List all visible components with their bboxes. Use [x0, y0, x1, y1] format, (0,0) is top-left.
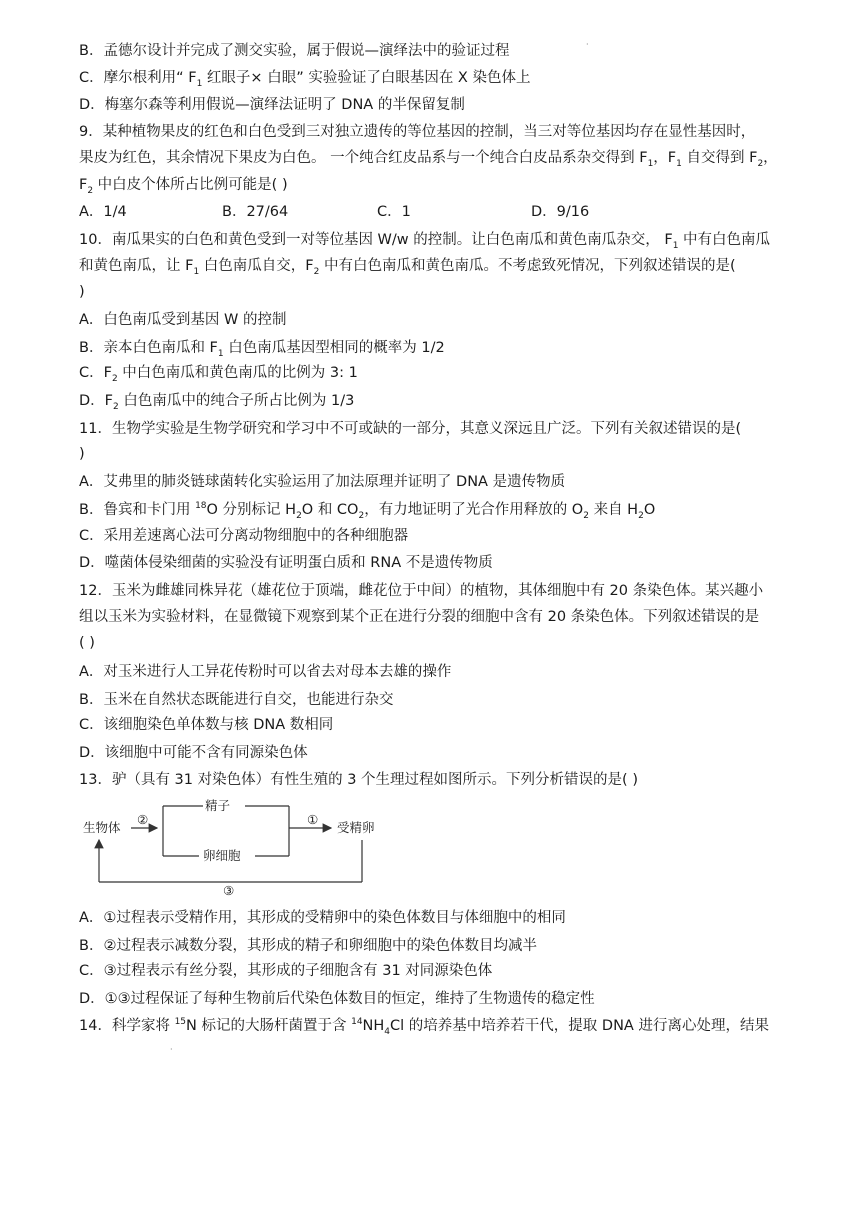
- q12-stem-line3: ( ): [79, 635, 95, 651]
- q12-stem-line2: 组以玉米为实验材料，在显微镜下观察到某个正在进行分裂的细胞中含有 20 条染色体。下列叙述错误的是: [79, 609, 760, 625]
- q10-stem-line1: 10．南瓜果实的白色和黄色受到一对等位基因 W/w 的控制。让白色南瓜和黄色南瓜杂交， $F_1$ 中有白色南瓜: [79, 232, 771, 251]
- q9-option-b: B．27/64: [222, 204, 289, 220]
- q8-option-c: C．摩尔根利用“ $F_1$ 红眼子× 白眼” 实验验证了白眼基因在 X 染色体上: [79, 70, 531, 89]
- diagram-step2-label: ②: [137, 812, 149, 827]
- reproduction-process-diagram: [79, 796, 399, 896]
- diagram-zygote-label: 受精卵: [337, 820, 375, 835]
- stray-dot-top: ·: [586, 40, 589, 49]
- q9-option-c: C．1: [377, 204, 411, 220]
- stray-dot-bottom: ·: [170, 1045, 173, 1054]
- q9-stem-line1: 9．某种植物果皮的红色和白色受到三对独立遗传的等位基因的控制，当三对等位基因均存在显性基因时，: [79, 124, 756, 140]
- q13-stem: 13．驴（具有 31 对染色体）有性生殖的 3 个生理过程如图所示。下列分析错误的是( ): [79, 772, 638, 788]
- q13-option-b: B．②过程表示减数分裂，其形成的精子和卵细胞中的染色体数目均减半: [79, 938, 537, 954]
- diagram-egg-label: 卵细胞: [203, 848, 241, 863]
- q8-option-b: B．孟德尔设计并完成了测交实验，属于假说—演绎法中的验证过程: [79, 43, 510, 59]
- q10-option-d: D．$F_2$ 白色南瓜中的纯合子所占比例为 1/3: [79, 393, 355, 412]
- q11-option-c: C．采用差速离心法可分离动物细胞中的各种细胞器: [79, 528, 409, 544]
- diagram-organism-label: 生物体: [83, 820, 121, 835]
- diagram-sperm-label: 精子: [205, 798, 231, 813]
- q9-stem-line3: $F_2$ 中白皮个体所占比例可能是( ): [79, 177, 288, 196]
- q12-option-c: C．该细胞染色单体数与核 DNA 数相同: [79, 717, 334, 733]
- q12-stem-line1: 12．玉米为雌雄同株异花（雄花位于顶端，雌花位于中间）的植物，其体细胞中有 20 条染色体。某兴趣小: [79, 583, 764, 599]
- q9-stem-line2: 果皮为红色，其余情况下果皮为白色。 一个纯合红皮品系与一个纯合白皮品系杂交得到 $F_1$，$F_1$ 自交得到 $F_2$，: [79, 150, 778, 169]
- q9-option-d: D．9/16: [531, 204, 590, 220]
- q10-option-a: A．白色南瓜受到基因 W 的控制: [79, 312, 287, 328]
- q8-option-d: D．梅塞尔森等利用假说—演绎法证明了 DNA 的半保留复制: [79, 97, 465, 113]
- q10-option-b: B．亲本白色南瓜和 $F_1$ 白色南瓜基因型相同的概率为 1/2: [79, 340, 445, 359]
- q10-option-c: C．$F_2$ 中白色南瓜和黄色南瓜的比例为 3: 1: [79, 365, 358, 384]
- q12-option-a: A．对玉米进行人工异花传粉时可以省去对母本去雄的操作: [79, 664, 452, 680]
- q13-option-c: C．③过程表示有丝分裂，其形成的子细胞含有 31 对同源染色体: [79, 963, 493, 979]
- q10-stem-line3: ): [79, 284, 85, 300]
- q11-option-a: A．艾弗里的肺炎链球菌转化实验运用了加法原理并证明了 DNA 是遗传物质: [79, 474, 566, 490]
- diagram-step1-label: ①: [307, 812, 319, 827]
- q12-option-d: D．该细胞中可能不含有同源染色体: [79, 745, 308, 761]
- q11-stem-line1: 11．生物学实验是生物学研究和学习中不可或缺的一部分，其意义深远且广泛。下列有关叙述错误的是(: [79, 421, 742, 437]
- q11-option-d: D．噬菌体侵染细菌的实验没有证明蛋白质和 RNA 不是遗传物质: [79, 555, 493, 571]
- q11-stem-line2: ): [79, 446, 85, 462]
- q11-option-b: B．鲁宾和卡门用 $^{18}$O 分别标记 $H_2O$ 和 $CO_2$，有力地证明了光合作用释放的 $O_2$ 来自 $H_2O$: [79, 501, 656, 521]
- q9-option-a: A．1/4: [79, 204, 127, 220]
- diagram-step3-label: ③: [223, 883, 235, 896]
- q14-stem-line1: 14．科学家将 $^{15}$N 标记的大肠杆菌置于含 $^{14}NH_4Cl$ 的培养基中培养若干代，提取 DNA 进行离心处理，结果: [79, 1017, 769, 1037]
- q12-option-b: B．玉米在自然状态既能进行自交，也能进行杂交: [79, 692, 394, 708]
- q13-option-a: A．①过程表示受精作用，其形成的受精卵中的染色体数目与体细胞中的相同: [79, 910, 566, 926]
- q10-stem-line2: 和黄色南瓜，让 $F_1$ 白色南瓜自交，$F_2$ 中有白色南瓜和黄色南瓜。不考虑致死情况，下列叙述错误的是(: [79, 258, 736, 277]
- q13-option-d: D．①③过程保证了每种生物前后代染色体数目的恒定，维持了生物遗传的稳定性: [79, 991, 595, 1007]
